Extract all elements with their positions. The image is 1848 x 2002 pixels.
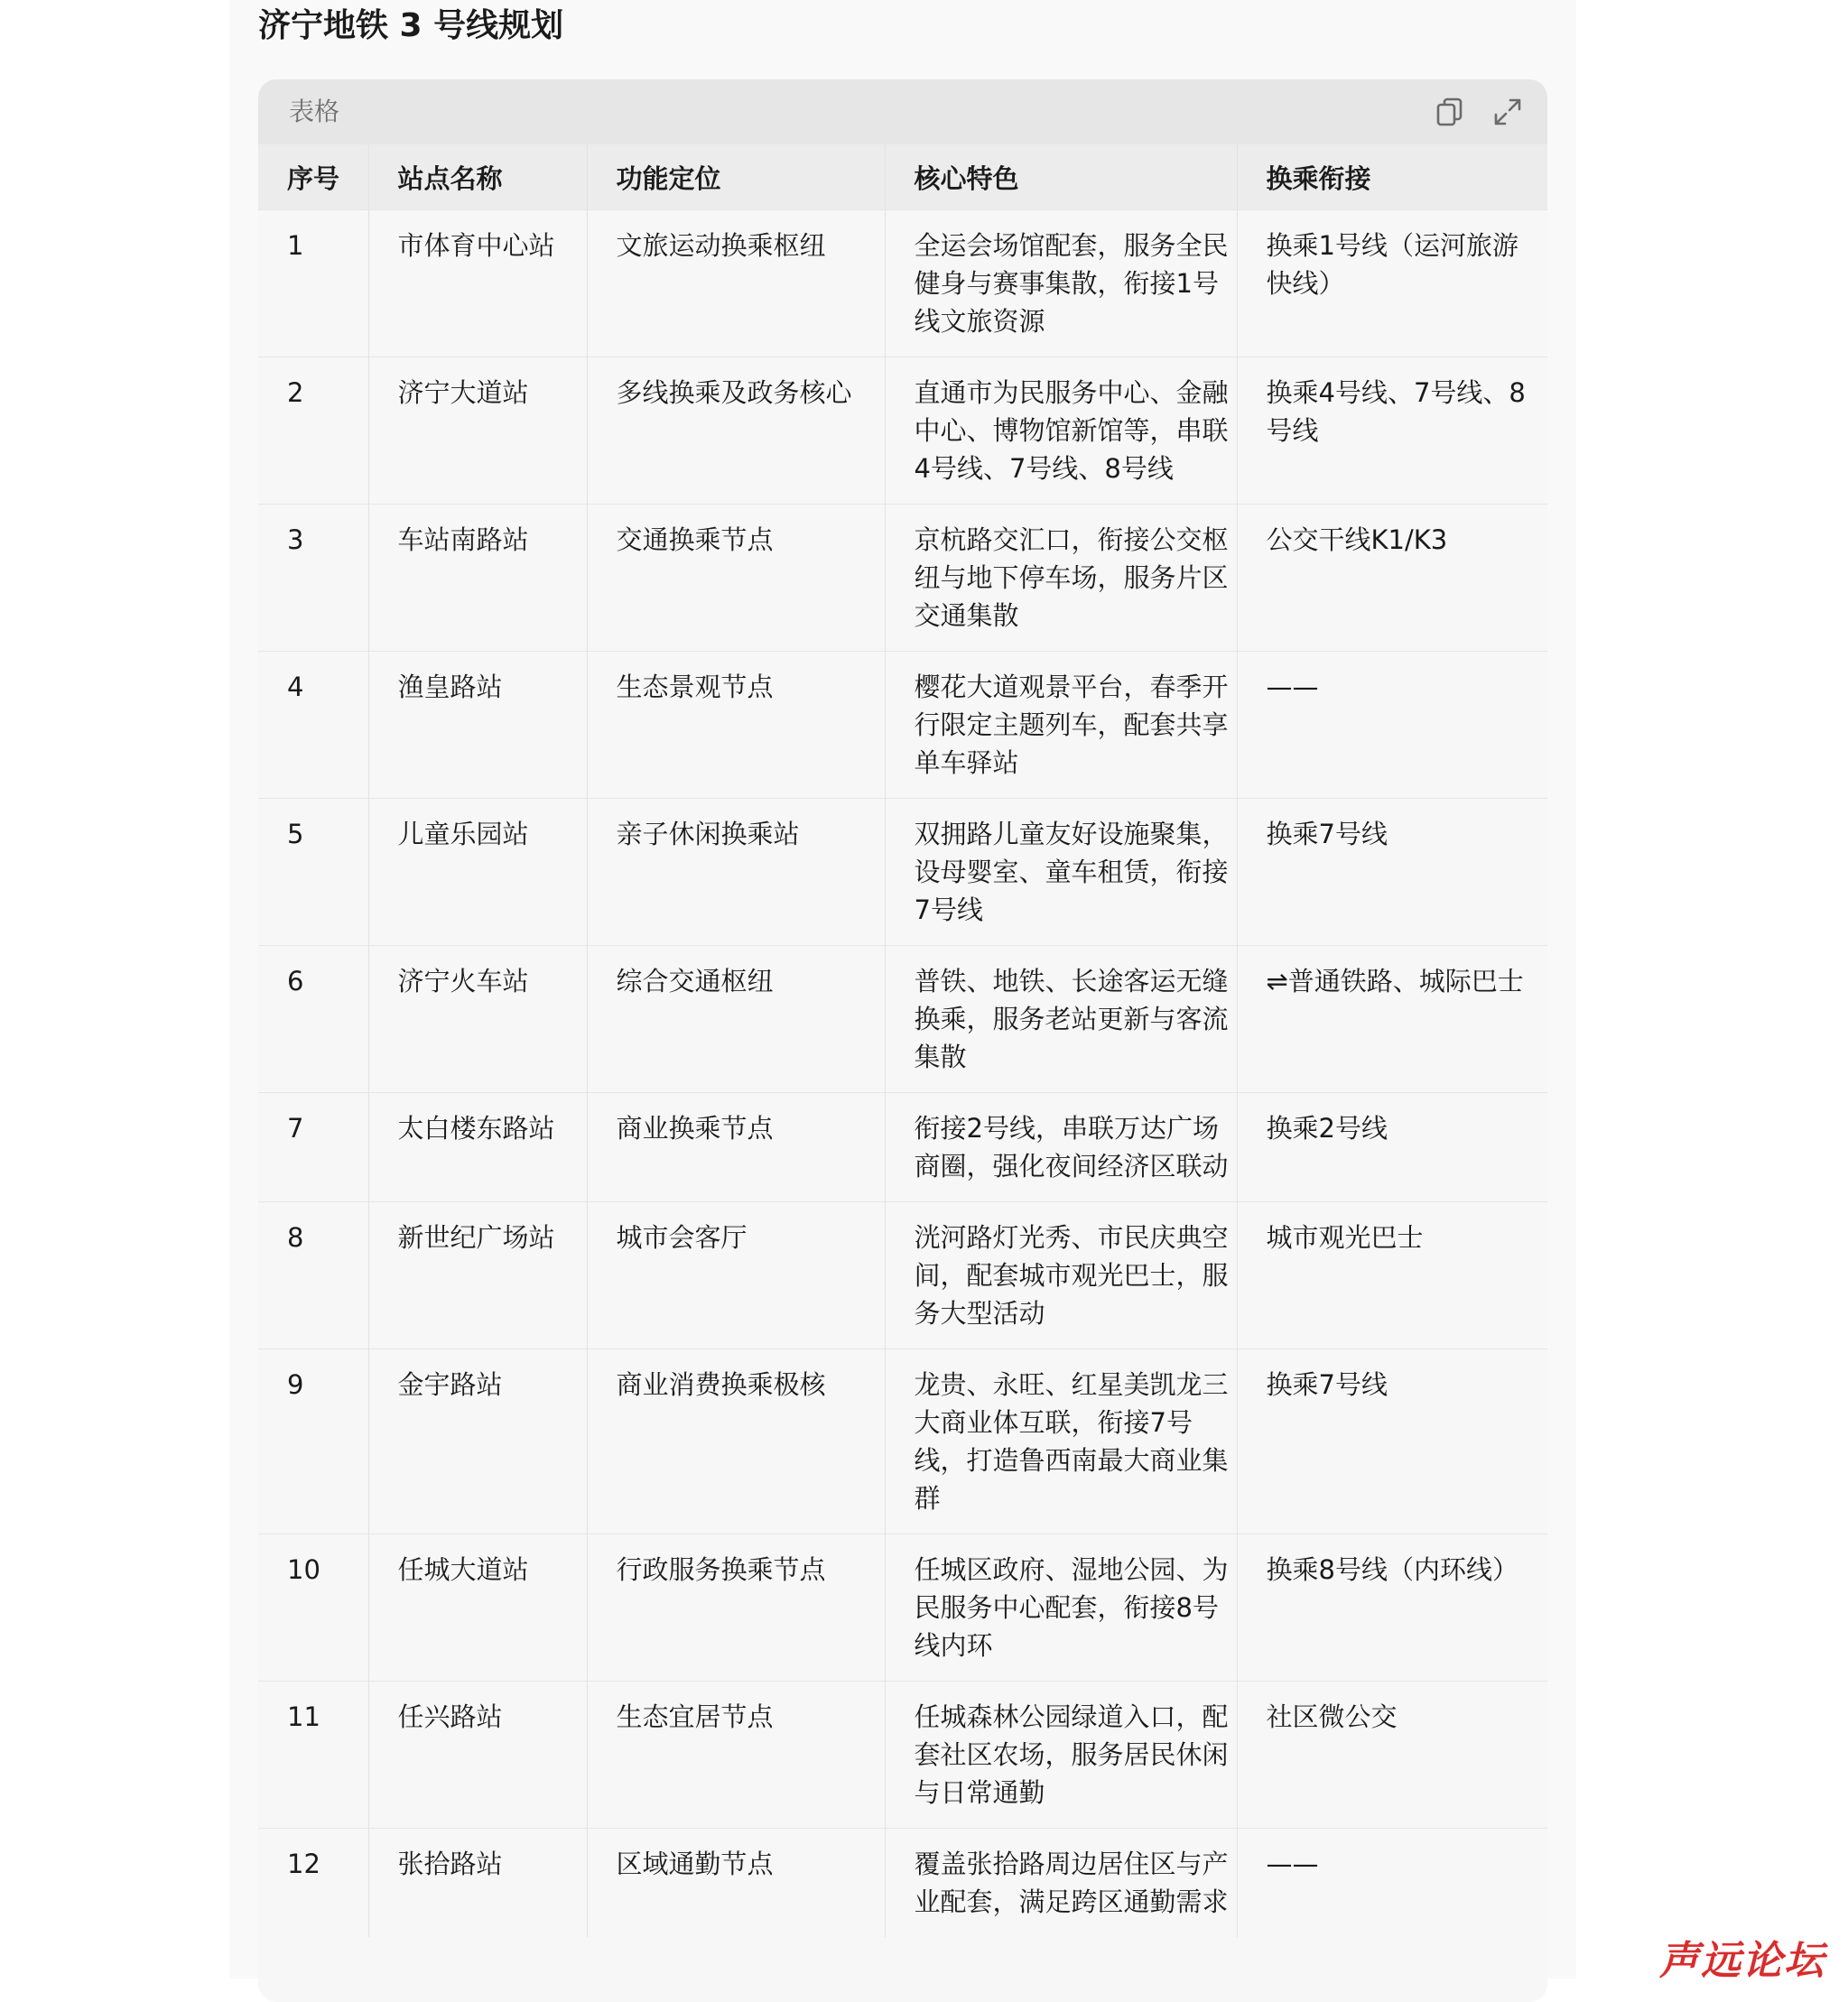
cell-transfer: 城市观光巴士: [1237, 1202, 1547, 1349]
cell-index: 12: [258, 1829, 368, 1938]
table-row: [258, 1534, 1547, 1682]
cell-transfer: 换乘2号线: [1237, 1093, 1547, 1202]
cell-function: 亲子休闲换乘站: [587, 799, 885, 946]
cell-station-name: 儿童乐园站: [368, 799, 587, 946]
cell-transfer: ——: [1237, 652, 1547, 799]
expand-icon[interactable]: [1490, 94, 1526, 130]
cell-function: 生态宜居节点: [587, 1682, 885, 1829]
table-card: [258, 79, 1547, 2002]
header-transfer: 换乘衔接: [1237, 144, 1547, 210]
cell-features: 双拥路儿童友好设施聚集，设母婴室、童车租赁，衔接7号线: [885, 799, 1237, 946]
header-station-name: 站点名称: [368, 144, 587, 210]
cell-features: 普铁、地铁、长途客运无缝换乘，服务老站更新与客流集散: [885, 946, 1237, 1093]
page-title: 济宁地铁 3 号线规划: [258, 7, 564, 44]
table-row: [258, 1349, 1547, 1534]
cell-station-name: 金宇路站: [368, 1349, 587, 1534]
header-features: 核心特色: [885, 144, 1237, 210]
cell-function: 城市会客厅: [587, 1202, 885, 1349]
cell-index: 11: [258, 1682, 368, 1829]
cell-index: 3: [258, 505, 368, 652]
cell-station-name: 渔皇路站: [368, 652, 587, 799]
table-row: [258, 1202, 1547, 1349]
cell-index: 2: [258, 357, 368, 505]
cell-features: 衔接2号线，串联万达广场商圈，强化夜间经济区联动: [885, 1093, 1237, 1202]
cell-station-name: 市体育中心站: [368, 210, 587, 357]
table-row: [258, 1829, 1547, 1938]
cell-station-name: 济宁火车站: [368, 946, 587, 1093]
cell-features: 樱花大道观景平台，春季开行限定主题列车，配套共享单车驿站: [885, 652, 1237, 799]
cell-function: 交通换乘节点: [587, 505, 885, 652]
table-row: [258, 505, 1547, 652]
cell-transfer: ——: [1237, 1829, 1547, 1938]
cell-features: 洸河路灯光秀、市民庆典空间，配套城市观光巴士，服务大型活动: [885, 1202, 1237, 1349]
table-label: 表格: [289, 97, 340, 126]
table-row: [258, 357, 1547, 505]
cell-transfer: 公交干线K1/K3: [1237, 505, 1547, 652]
header-index: 序号: [258, 144, 368, 210]
cell-index: 10: [258, 1534, 368, 1682]
cell-features: 龙贵、永旺、红星美凯龙三大商业体互联，衔接7号线，打造鲁西南最大商业集群: [885, 1349, 1237, 1534]
copy-icon[interactable]: [1432, 94, 1468, 130]
cell-function: 商业消费换乘极核: [587, 1349, 885, 1534]
cell-features: 直通市为民服务中心、金融中心、博物馆新馆等，串联4号线、7号线、8号线: [885, 357, 1237, 505]
cell-function: 区域通勤节点: [587, 1829, 885, 1938]
cell-transfer: 换乘8号线（内环线）: [1237, 1534, 1547, 1682]
table-row: [258, 799, 1547, 946]
cell-features: 任城区政府、湿地公园、为民服务中心配套，衔接8号线内环: [885, 1534, 1237, 1682]
cell-transfer: ⇌普通铁路、城际巴士: [1237, 946, 1547, 1093]
cell-station-name: 任城大道站: [368, 1534, 587, 1682]
table-row: [258, 946, 1547, 1093]
cell-index: 5: [258, 799, 368, 946]
cell-station-name: 新世纪广场站: [368, 1202, 587, 1349]
table-row: [258, 1682, 1547, 1829]
cell-features: 全运会场馆配套，服务全民健身与赛事集散，衔接1号线文旅资源: [885, 210, 1237, 357]
cell-transfer: 换乘4号线、7号线、8号线: [1237, 357, 1547, 505]
cell-index: 9: [258, 1349, 368, 1534]
header-function: 功能定位: [587, 144, 885, 210]
table-row: [258, 210, 1547, 357]
cell-index: 6: [258, 946, 368, 1093]
cell-transfer: 社区微公交: [1237, 1682, 1547, 1829]
cell-function: 综合交通枢纽: [587, 946, 885, 1093]
cell-index: 1: [258, 210, 368, 357]
cell-index: 7: [258, 1093, 368, 1202]
cell-transfer: 换乘7号线: [1237, 1349, 1547, 1534]
cell-transfer: 换乘7号线: [1237, 799, 1547, 946]
cell-index: 4: [258, 652, 368, 799]
table-row: [258, 652, 1547, 799]
cell-station-name: 济宁大道站: [368, 357, 587, 505]
cell-station-name: 张拾路站: [368, 1829, 587, 1938]
cell-transfer: 换乘1号线（运河旅游快线）: [1237, 210, 1547, 357]
table-header-row: [258, 144, 1547, 210]
cell-features: 京杭路交汇口，衔接公交枢纽与地下停车场，服务片区交通集散: [885, 505, 1237, 652]
station-table: [258, 144, 1547, 1937]
cell-station-name: 任兴路站: [368, 1682, 587, 1829]
cell-function: 多线换乘及政务核心: [587, 357, 885, 505]
cell-function: 行政服务换乘节点: [587, 1534, 885, 1682]
forum-watermark-logo: 声远论坛: [1659, 1938, 1825, 1984]
table-toolbar: [258, 79, 1547, 145]
cell-function: 生态景观节点: [587, 652, 885, 799]
cell-function: 文旅运动换乘枢纽: [587, 210, 885, 357]
cell-function: 商业换乘节点: [587, 1093, 885, 1202]
cell-features: 任城森林公园绿道入口，配套社区农场，服务居民休闲与日常通勤: [885, 1682, 1237, 1829]
cell-features: 覆盖张拾路周边居住区与产业配套，满足跨区通勤需求: [885, 1829, 1237, 1938]
cell-station-name: 车站南路站: [368, 505, 587, 652]
table-row: [258, 1093, 1547, 1202]
cell-station-name: 太白楼东路站: [368, 1093, 587, 1202]
cell-index: 8: [258, 1202, 368, 1349]
